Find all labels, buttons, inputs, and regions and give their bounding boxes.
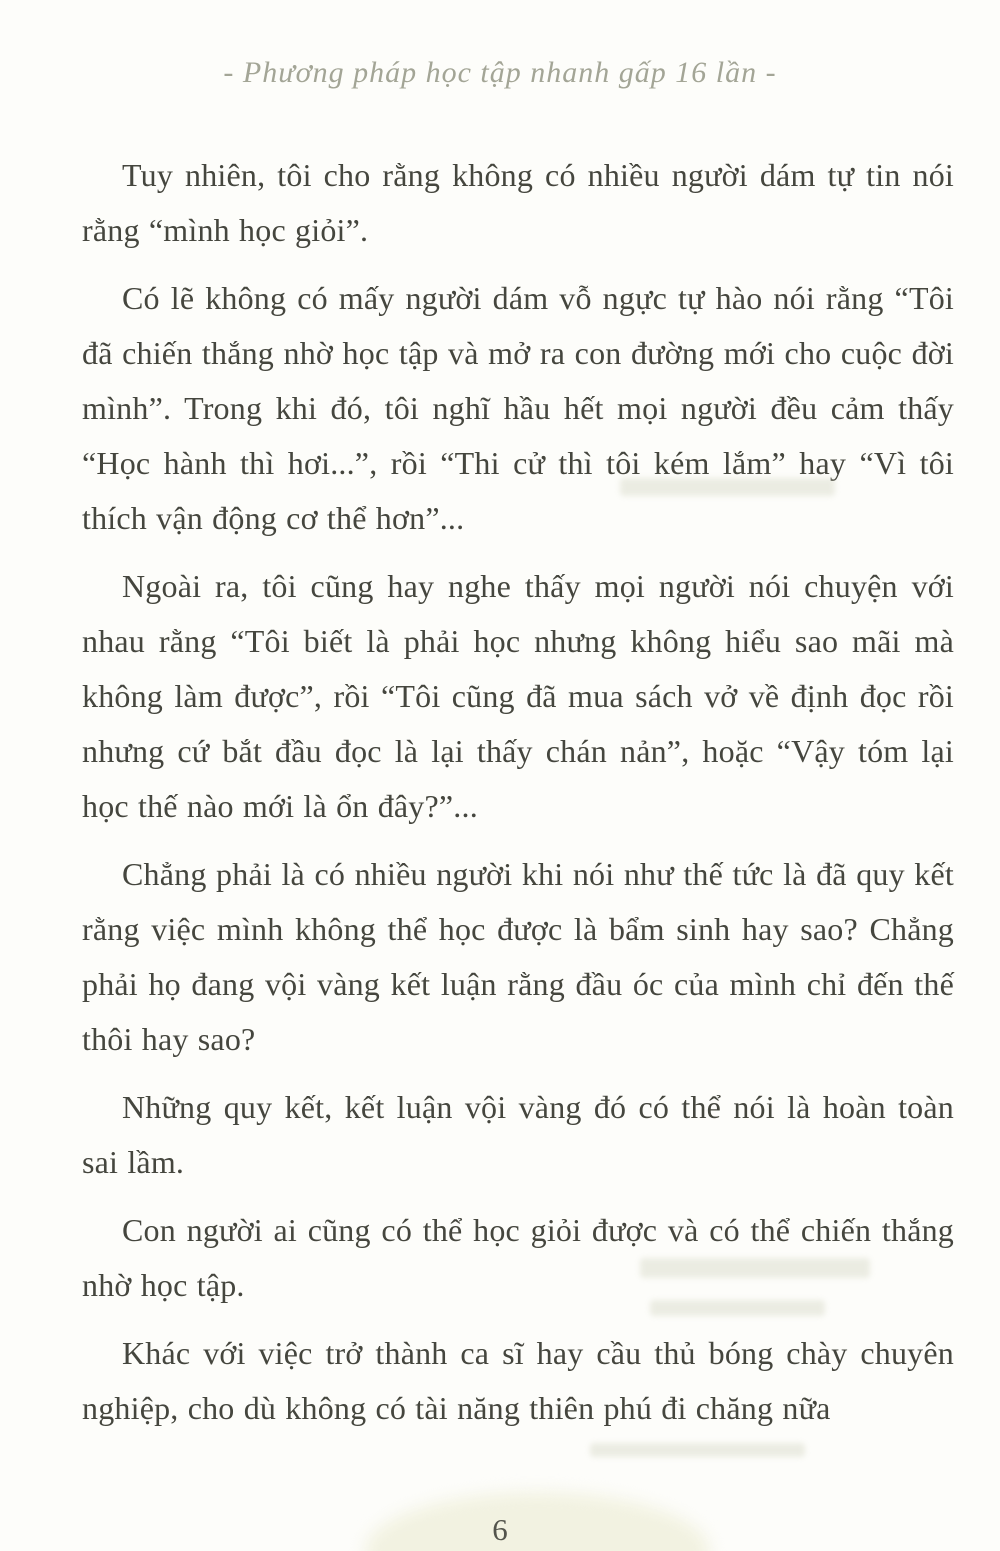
body-text-block (82, 148, 954, 1449)
paragraph: Những quy kết, kết luận vội vàng đó có thể nói là hoàn toàn sai lầm. (82, 1089, 954, 1180)
paragraph: Khác với việc trở thành ca sĩ hay cầu thủ bóng chày chuyên nghiệp, cho dù không có tài năng thiên phú đi chăng nữa (82, 1335, 954, 1426)
paragraph: Ngoài ra, tôi cũng hay nghe thấy mọi người nói chuyện với nhau rằng “Tôi biết là phải học nhưng không hiểu sao mãi mà không làm được”, rồi “Tôi cũng đã mua sách vở về định đọc rồi nhưng cứ bắt đầu đọc là lại thấy chán nản”, hoặc “Vậy tóm lại học thế nào mới là ổn đây?”... (82, 568, 954, 824)
paragraph: Chẳng phải là có nhiều người khi nói như thế tức là đã quy kết rằng việc mình không thể học được là bẩm sinh hay sao? Chẳng phải họ đang vội vàng kết luận rằng đầu óc của mình chỉ đến thế thôi hay sao? (82, 856, 954, 1057)
running-header: - Phương pháp học tập nhanh gấp 16 lần - (223, 56, 777, 89)
paragraph: Có lẽ không có mấy người dám vỗ ngực tự hào nói rằng “Tôi đã chiến thắng nhờ học tập và mở ra con đường mới cho cuộc đời mình”. Trong khi đó, tôi nghĩ hầu hết mọi người đều cảm thấy “Học hành thì hơi...”, rồi “Thi cử thì tôi kém lắm” hay “Vì tôi thích vận động cơ thể hơn”... (82, 280, 954, 536)
page-number: 6 (492, 1512, 508, 1547)
paragraph: Tuy nhiên, tôi cho rằng không có nhiều người dám tự tin nói rằng “mình học giỏi”. (82, 157, 954, 248)
paragraph: Con người ai cũng có thể học giỏi được và có thể chiến thắng nhờ học tập. (82, 1212, 954, 1303)
